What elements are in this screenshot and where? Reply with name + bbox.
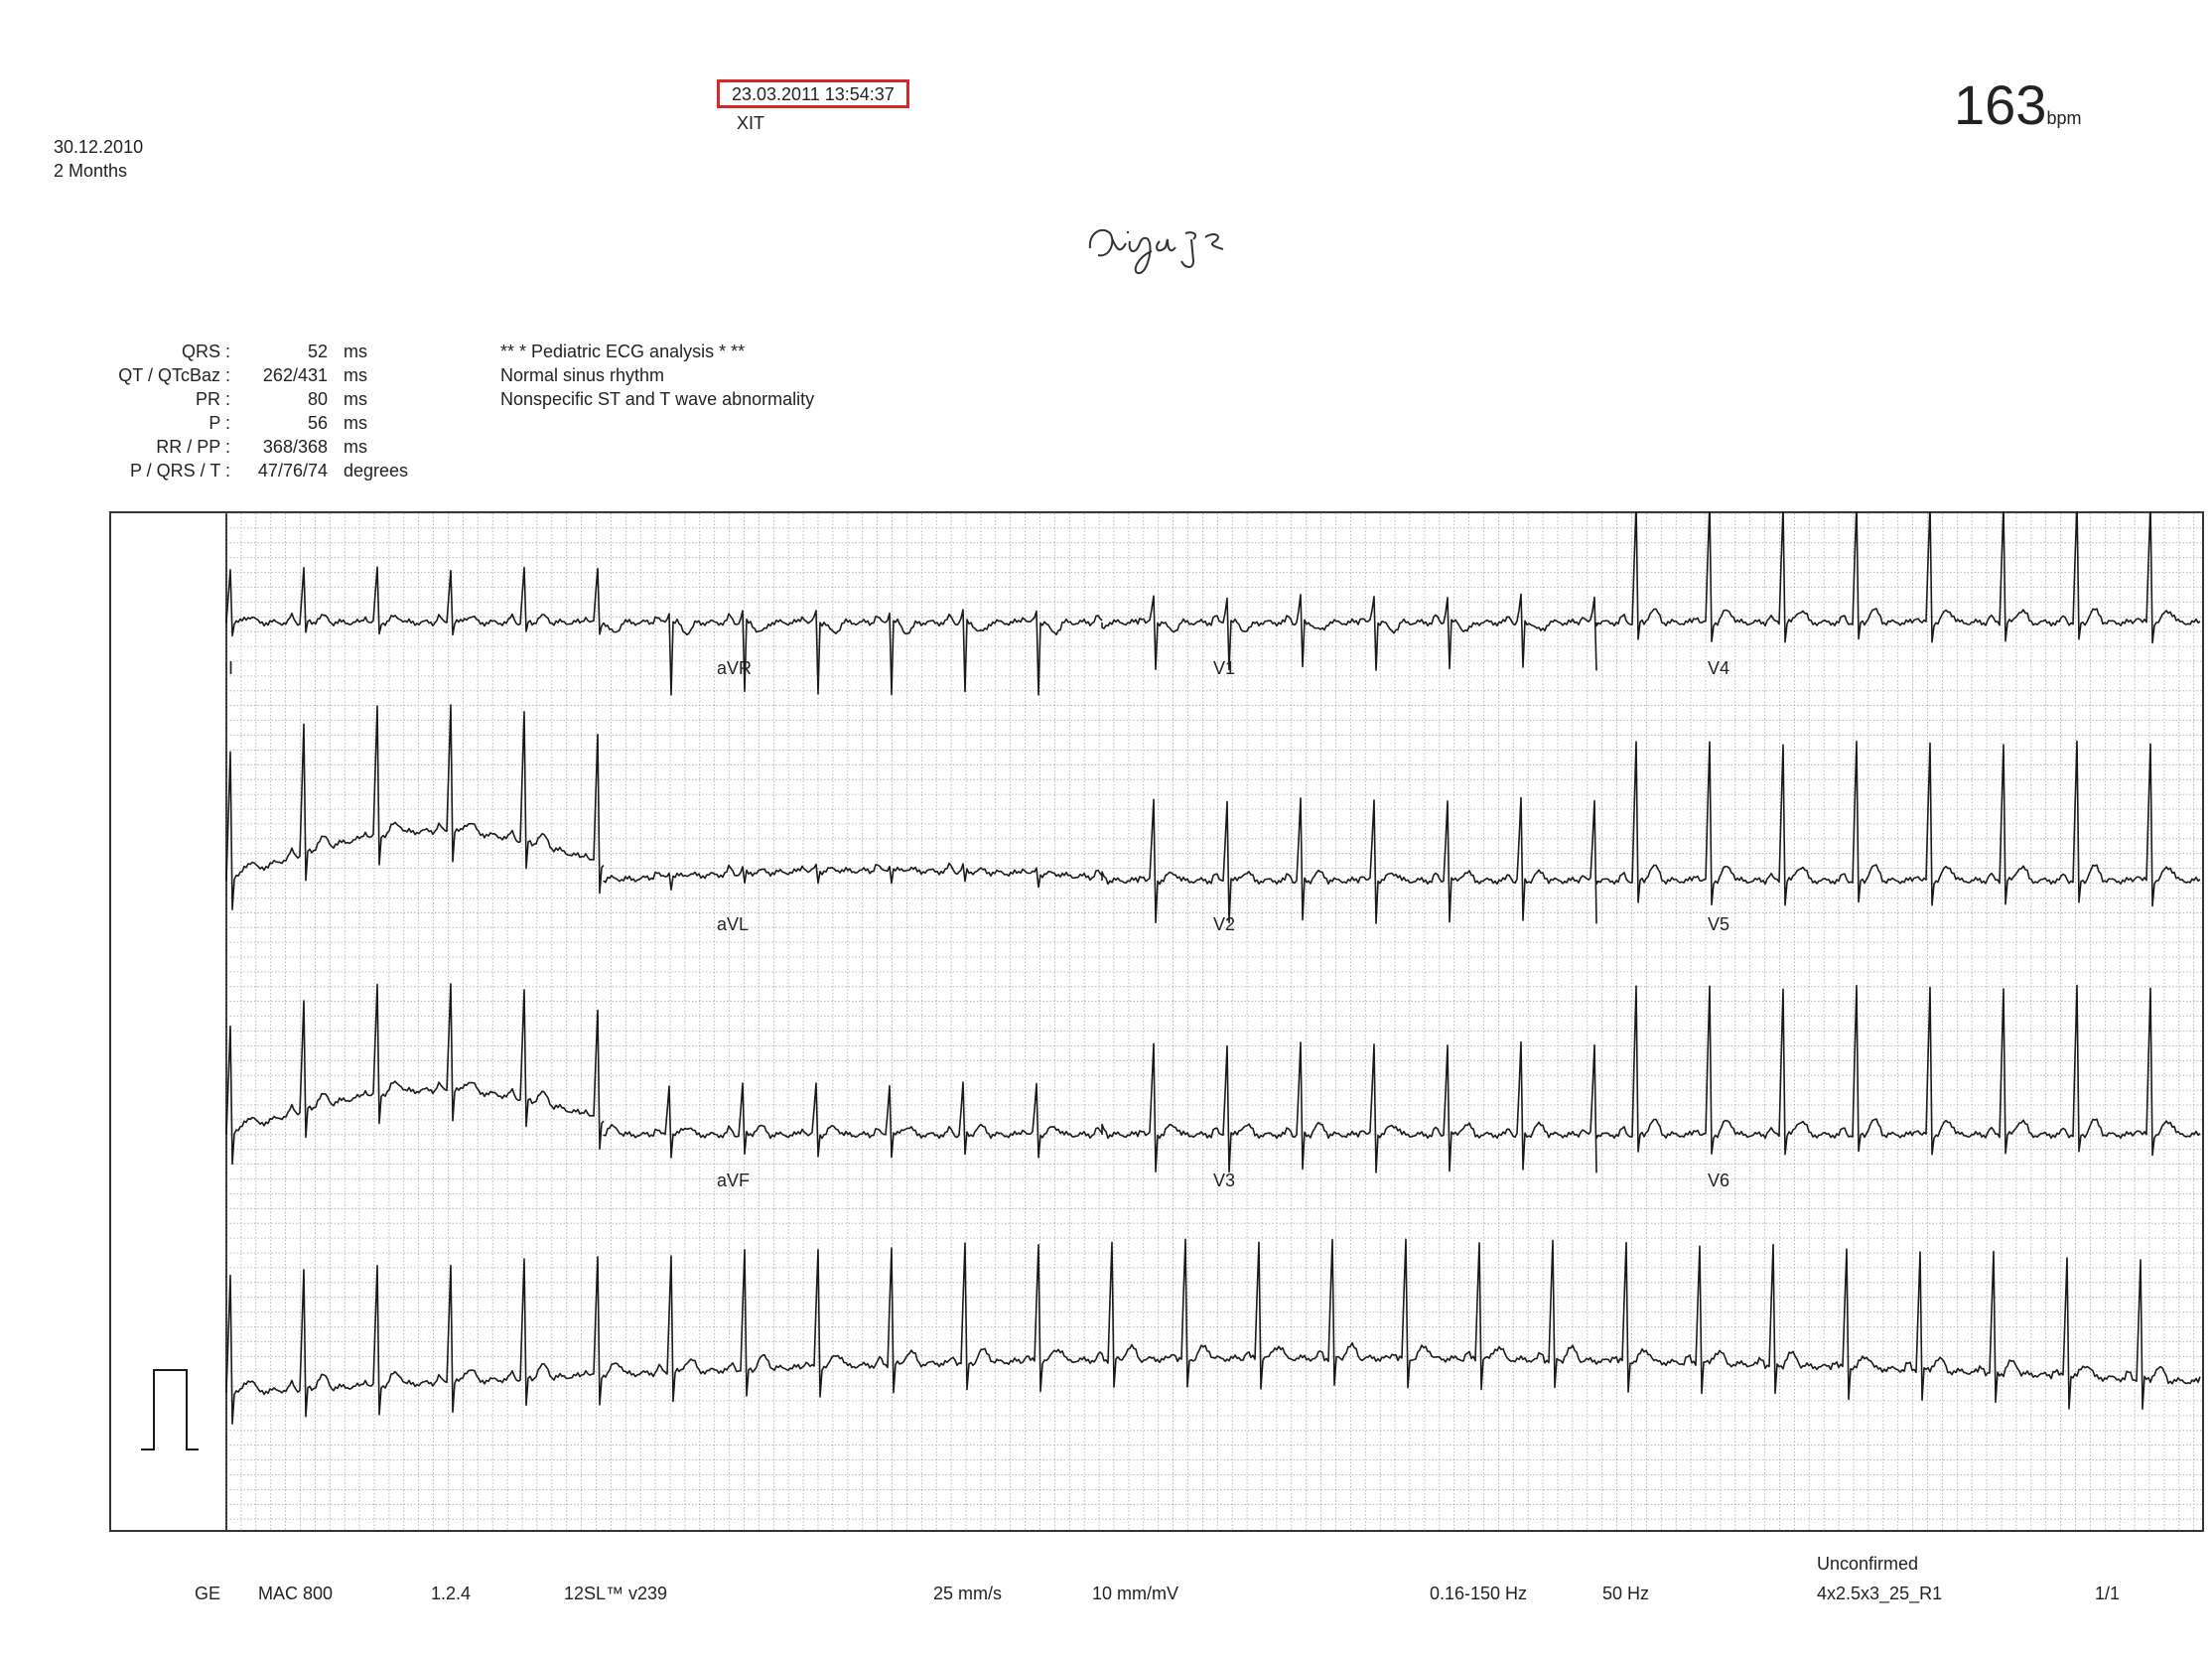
footer-page: 1/1 <box>2095 1584 2121 1603</box>
footer-gain: 10 mm/mV <box>1092 1584 1179 1603</box>
ecg-trace-v2 <box>1102 798 1596 924</box>
footer-manufacturer: GE <box>195 1584 221 1603</box>
lead-label-v6: V6 <box>1708 1171 1730 1190</box>
measurement-label: QT / QTcBaz : <box>118 365 230 385</box>
measurement-unit: ms <box>344 365 367 385</box>
lead-label-v1: V1 <box>1213 658 1236 678</box>
ecg-trace-iii <box>226 984 604 1165</box>
ecg-trace-i <box>226 567 604 635</box>
lead-label-avf: aVF <box>717 1171 751 1190</box>
footer-version: 1.2.4 <box>431 1584 472 1603</box>
acquisition-datetime: 23.03.2011 13:54:37 <box>717 79 909 108</box>
record-date: 30.12.2010 <box>54 137 144 157</box>
ecg-trace-v1 <box>1102 595 1596 671</box>
heart-rate-unit: bpm <box>2046 108 2082 128</box>
lead-label-i: I <box>228 658 234 678</box>
calibration-pulse <box>141 1370 199 1449</box>
ecg-chart <box>109 511 2204 1532</box>
patient-id: XIT <box>737 113 765 133</box>
lead-label-v5: V5 <box>1708 914 1730 934</box>
lead-label-v4: V4 <box>1708 658 1730 678</box>
lead-label-avl: aVL <box>717 914 750 934</box>
lead-label-avr: aVR <box>717 658 753 678</box>
measurement-value: 52 <box>307 342 328 361</box>
footer-notch: 50 Hz <box>1602 1584 1650 1603</box>
lead-label-v3: V3 <box>1213 1171 1236 1190</box>
measurement-unit: ms <box>344 413 367 433</box>
chart-frame <box>110 512 2203 1531</box>
measurement-label: P : <box>208 413 230 433</box>
interpretation-panel <box>500 340 814 411</box>
footer-speed: 25 mm/s <box>933 1584 1003 1603</box>
measurement-unit: degrees <box>344 461 409 481</box>
measurement-label: QRS : <box>181 342 230 361</box>
footer-device: MAC 800 <box>258 1584 334 1603</box>
footer-filter: 0.16-150 Hz <box>1430 1584 1528 1603</box>
interpretation-line-3: Nonspecific ST and T wave abnormality <box>500 389 815 409</box>
ecg-trace-v3 <box>1102 1042 1596 1173</box>
interpretation-line-1: ** * Pediatric ECG analysis * ** <box>500 342 746 361</box>
measurement-unit: ms <box>344 437 367 457</box>
measurement-value: 368/368 <box>262 437 328 457</box>
measurement-value: 47/76/74 <box>257 461 328 481</box>
patient-age: 2 Months <box>54 161 128 181</box>
heart-rate <box>1954 73 2082 136</box>
measurement-label: PR : <box>195 389 230 409</box>
footer-software: 12SL™ v239 <box>564 1584 668 1603</box>
ecg-trace-ii <box>226 705 604 909</box>
measurement-value: 56 <box>307 413 328 433</box>
measurement-label: RR / PP : <box>156 437 230 457</box>
measurement-unit: ms <box>344 342 367 361</box>
ecg-trace-avl <box>604 864 1102 891</box>
measurement-value: 80 <box>307 389 328 409</box>
measurement-value: 262/431 <box>262 365 328 385</box>
measurement-label: P / QRS / T : <box>129 461 230 481</box>
footer-format: 4x2.5x3_25_R1 <box>1817 1584 1943 1603</box>
handwritten-signature <box>1082 204 1281 303</box>
lead-label-v2: V2 <box>1213 914 1236 934</box>
interpretation-line-2: Normal sinus rhythm <box>500 365 665 385</box>
heart-rate-value: 163 <box>1954 73 2047 136</box>
footer-status: Unconfirmed <box>1817 1554 1919 1574</box>
ecg-trace-avr <box>604 610 1102 695</box>
measurement-unit: ms <box>344 389 367 409</box>
